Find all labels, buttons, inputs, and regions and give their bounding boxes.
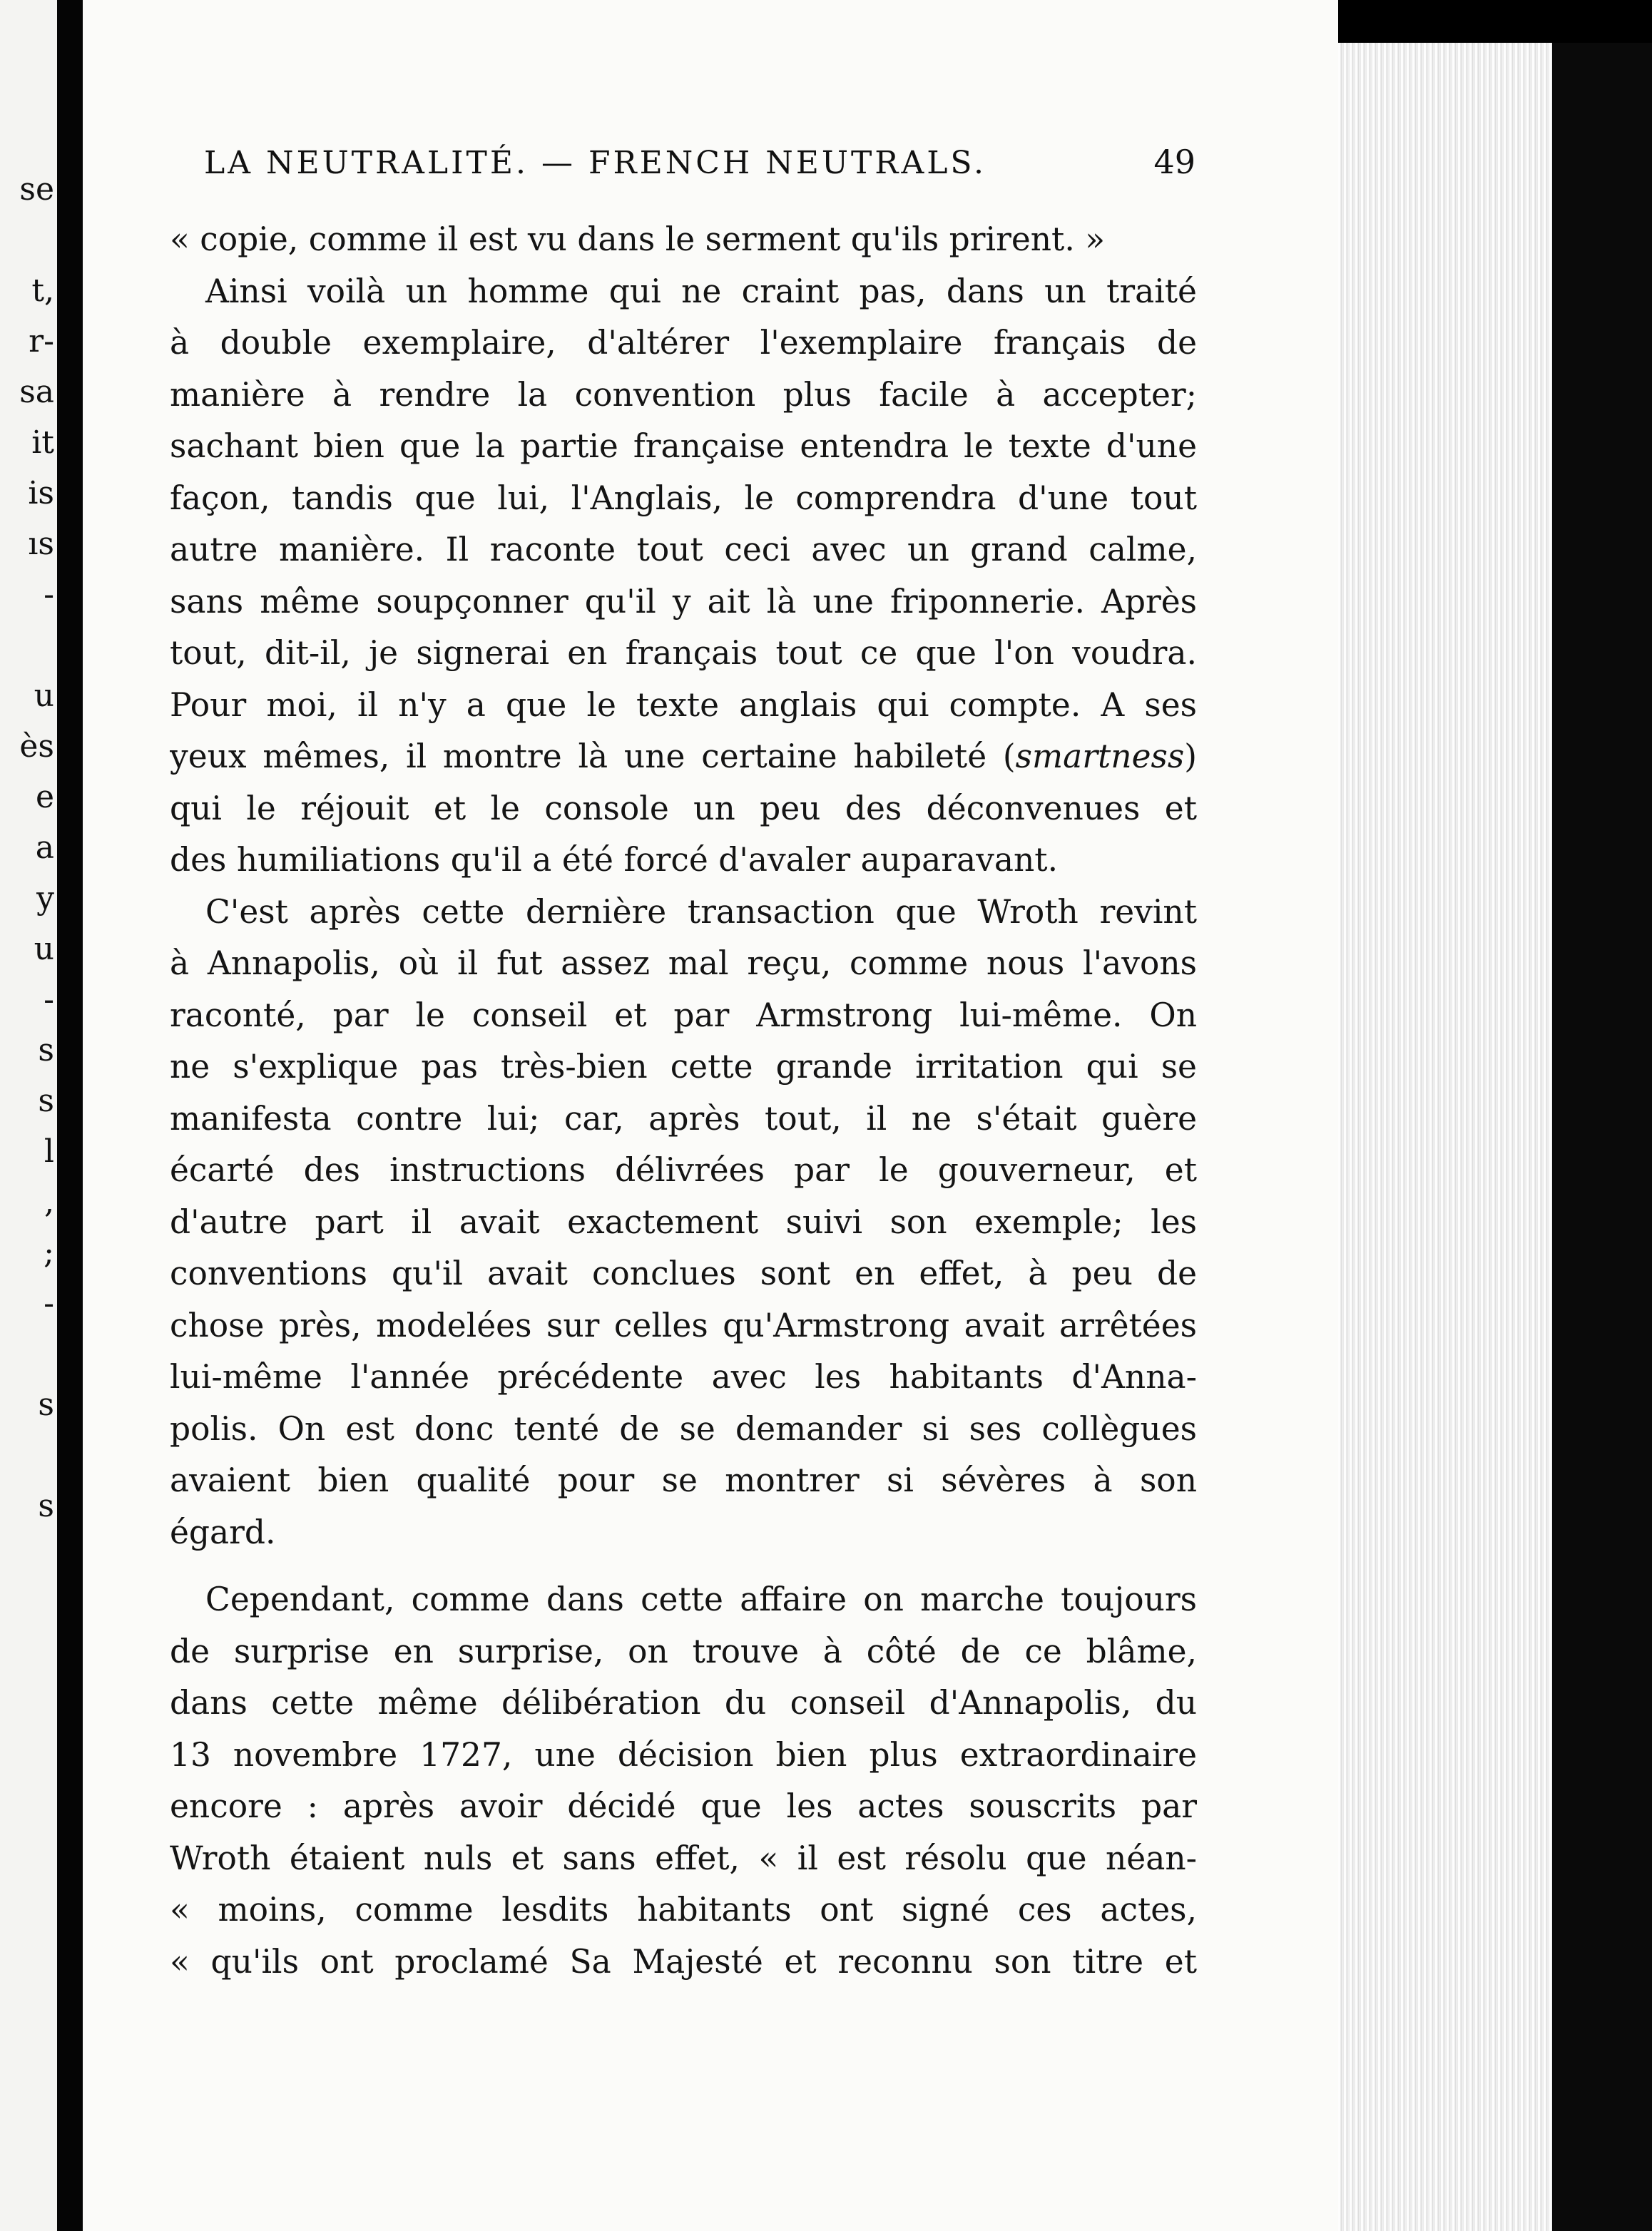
text-line: sachant bien que la partie française entendra le texte d'une [170,427,1197,465]
left-fragment: y [36,880,54,917]
book-cover-edge [1552,43,1652,2231]
left-fragment [0,1430,57,1481]
text-line: raconté, par le conseil et par Armstrong lui-même. On [170,996,1197,1034]
left-facing-page-edge [0,0,57,2231]
page-block-edges [1338,43,1552,2231]
text-line: dans cette même délibération du conseil d'Annapolis, du [170,1684,1197,1722]
text-line: Cependant, comme dans cette affaire on marche toujours [205,1581,1197,1618]
page-number: 49 [1153,143,1195,181]
italic-term: smartness [1015,737,1185,775]
text-line: avaient bien qualité pour se montrer si sévères à son [170,1461,1197,1499]
text-line: écarté des instructions délivrées par le gouverneur, et [170,1151,1197,1189]
left-fragment: - [44,1285,54,1322]
text-line: « qu'ils ont proclamé Sa Majesté et reconnu son titre et [170,1942,1197,1981]
left-fragment: t, [31,272,54,309]
left-fragment: s [38,1387,54,1423]
left-fragment: s [38,1032,54,1068]
text-line: « copie, comme il est vu dans le serment qu'ils prirent. » [170,220,1106,258]
body-text [170,214,1197,1988]
text-line: à Annapolis, où il fut assez mal reçu, comme nous l'avons [170,944,1197,982]
left-fragment: s [38,1083,54,1119]
left-page-text-fragments [0,164,57,1531]
text-line: autre manière. Il raconte tout ceci avec un grand calme, [170,531,1197,568]
left-fragment: ; [44,1235,54,1271]
text-line: qui le réjouit et le console un peu des déconvenues et [170,789,1197,827]
text-line-with-italic [170,731,1197,783]
text-line: tout, dit-il, je signerai en français tout ce que l'on voudra. [170,634,1197,672]
text-segment: ) [1184,737,1197,775]
scan-background-top [1338,0,1652,43]
text-line: Wroth étaient nuls et sans effet, « il est résolu que néan- [170,1839,1197,1877]
text-line: « moins, comme lesdits habitants ont signé ces actes, [170,1891,1197,1929]
book-gutter [57,0,83,2231]
left-fragment: ès [19,728,54,765]
left-fragment: s [38,1488,54,1524]
text-line: manifesta contre lui; car, après tout, il ne s'était guère [170,1099,1197,1138]
left-fragment: se [19,171,54,208]
text-line: ne s'explique pas très-bien cette grande irritation qui se [170,1048,1197,1086]
text-segment: yeux mêmes, il montre là une certaine habileté ( [170,737,1016,775]
left-fragment: r- [29,323,54,359]
left-fragment [0,1329,57,1379]
book-page [83,0,1338,2231]
paragraph-gap [170,1558,1197,1574]
text-line: 13 novembre 1727, une décision bien plus extraordinaire [170,1735,1197,1774]
text-line: lui-même l'année précédente avec les habitants d'Anna- [170,1358,1197,1396]
text-line: de surprise en surprise, on trouve à côté de ce blâme, [170,1632,1197,1670]
text-line: façon, tandis que lui, l'Anglais, le comprendra d'une tout [170,479,1197,517]
text-line: d'autre part il avait exactement suivi son exemple; les [170,1203,1197,1241]
left-fragment: - [44,576,54,613]
text-line: encore : après avoir décidé que les actes souscrits par [170,1787,1197,1825]
left-fragment [0,215,57,265]
text-line: Pour moi, il n'y a que le texte anglais qui compte. A ses [170,685,1197,724]
text-line: C'est après cette dernière transaction que Wroth revint [205,892,1197,931]
left-fragment [0,620,57,670]
left-fragment: - [44,981,54,1018]
left-fragment: a [35,829,54,866]
text-line: manière à rendre la convention plus facile à accepter; [170,375,1197,414]
page-header [204,143,1195,188]
text-line: égard. [170,1513,276,1551]
left-fragment: u [34,678,54,714]
left-fragment: is [28,475,54,511]
text-line: chose près, modelées sur celles qu'Armstrong avait arrêtées [170,1306,1197,1344]
left-fragment: , [44,1184,54,1220]
left-fragment: it [31,424,54,461]
text-line: des humiliations qu'il a été forcé d'avaler auparavant. [170,841,1059,879]
left-fragment: sa [19,374,54,410]
left-fragment: ıs [28,526,54,562]
running-head: LA NEUTRALITÉ. — FRENCH NEUTRALS. [204,145,986,181]
left-fragment: l [44,1133,54,1170]
text-line: à double exemplaire, d'altérer l'exemplaire français de [170,324,1197,362]
left-fragment: e [35,779,54,815]
text-line: polis. On est donc tenté de se demander si ses collègues [170,1409,1197,1448]
text-line: sans même soupçonner qu'il y ait là une friponnerie. Après [170,582,1197,621]
text-line: Ainsi voilà un homme qui ne craint pas, dans un traité [205,272,1197,310]
text-line: conventions qu'il avait conclues sont en effet, à peu de [170,1255,1197,1292]
left-fragment: u [34,931,54,967]
